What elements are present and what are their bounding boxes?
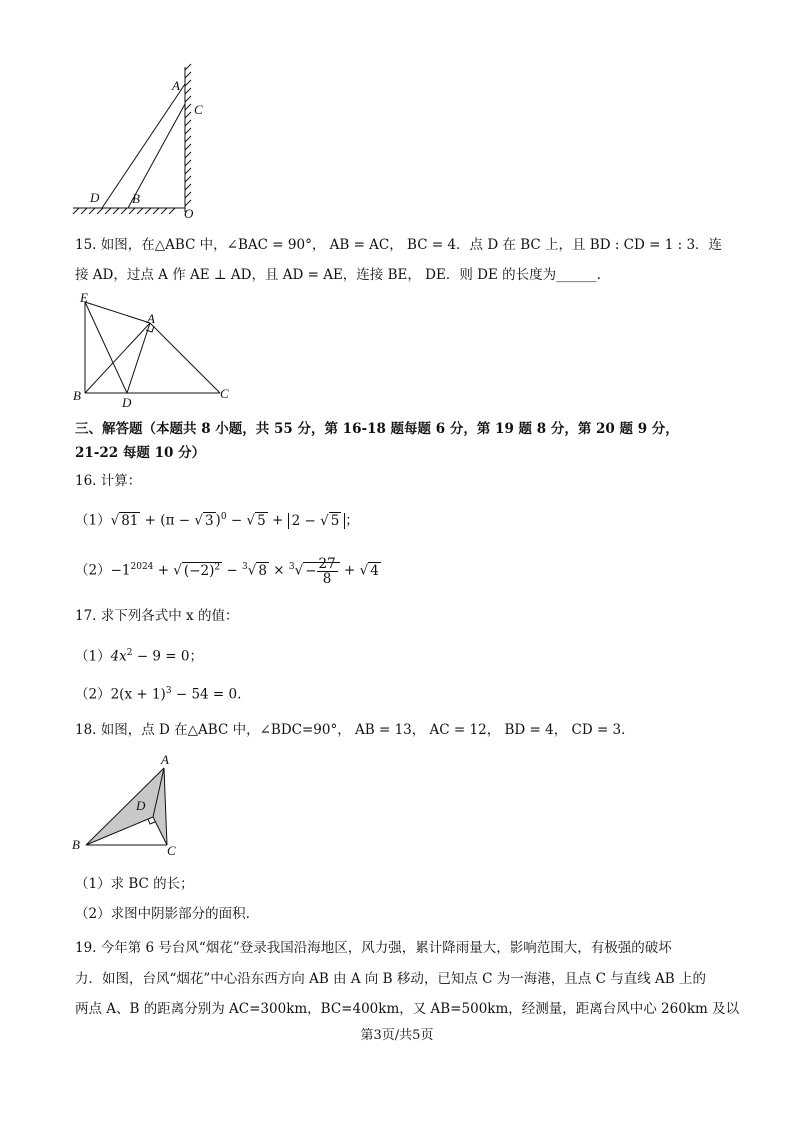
q17-p1-a: 4x: [110, 648, 127, 665]
q15-fig-label-b: B: [73, 388, 81, 403]
q15-fig-label-d: D: [122, 395, 132, 410]
q16-p1-abs: 2 − √ 5: [288, 513, 346, 529]
q16-p2-neg: −: [305, 562, 317, 579]
q15-line2: 接 AD，过点 A 作 AE ⊥ AD，且 AD = AE，连接 BE， DE．则 DE 的长度为______.: [75, 267, 601, 283]
q16-p2-exp: 2024: [130, 562, 154, 572]
q16-p2-neg2: (−2): [183, 562, 215, 579]
q18-part2: （2）求图中阴影部分的面积.: [75, 906, 250, 922]
q18-part1: （1）求 BC 的长；: [75, 876, 194, 892]
q16-p1-end: ；: [345, 512, 359, 529]
q16-p1-sqrt3: 3: [204, 512, 214, 529]
q17-part1: [75, 643, 203, 667]
q17-p2-exp: 3: [165, 686, 172, 696]
q16-p2-minus: −: [226, 562, 238, 579]
q18-fig-label-b: B: [72, 837, 80, 852]
q16-part1: （1）√ 81 + (π − √ 3 )$^0$ − √ 5 + 2 − √ 5 ；: [75, 512, 359, 529]
ladder-figure: [70, 62, 210, 222]
q19-line1: 19. 今年第 6 号台风“烟花”登录我国沿海地区，风力强，累计降雨量大，影响范围大，有极强的破坏: [75, 940, 672, 956]
q16-p1-abs-sqrt5: 5: [330, 512, 340, 529]
fig-top-label-d: D: [90, 190, 100, 205]
q16-p2-plus2: +: [343, 562, 356, 579]
q17-p1-exp: 2: [126, 648, 133, 658]
q16-p1-exp: 0: [220, 512, 227, 522]
q16-p1-plus: +: [271, 512, 284, 529]
fig-top-label-o: O: [184, 206, 194, 221]
page-footer: 第3页/共5页: [360, 1028, 434, 1043]
q15-figure: [70, 290, 240, 410]
fig-top-label-b: B: [132, 191, 140, 206]
fig-top-label-c: C: [194, 102, 203, 117]
q15-line1: 15. 如图，在△ABC 中，∠BAC = 90°， AB = AC， BC = 4．点 D 在 BC 上，且 BD : CD = 1 : 3．连: [75, 237, 723, 253]
q16-p1-pi: π −: [165, 512, 191, 529]
q18-line1: 18. 如图，点 D 在△ABC 中，∠BDC=90°， AB = 13， AC = 12， BD = 4， CD = 3．: [75, 722, 635, 738]
q16-p2-times: ×: [273, 562, 285, 579]
q16-p2-cbrt-index2: 3: [288, 562, 295, 572]
q16-p2-num: 27: [318, 555, 336, 572]
q16-p1-label: （1）: [75, 512, 111, 529]
q16-p2-den: 8: [322, 570, 332, 587]
section3-heading-line2: 21-22 每题 10 分）: [75, 445, 206, 461]
q17-p2-b: − 54 = 0.: [171, 686, 242, 703]
q16-p2-sqrt4: 4: [370, 562, 379, 579]
q16-p2-cbrt-frac: [303, 555, 340, 587]
q19-line2: 力．如图，台风“烟花”中心沿东西方向 AB 由 A 向 B 移动，已知点 C 为一海港，且点 C 与直线 AB 上的: [75, 971, 706, 987]
q17-p2-label: （2）: [75, 686, 111, 703]
q18-fig-label-d: D: [136, 798, 146, 813]
q16-p2-label: （2）: [75, 562, 111, 579]
q17-p1-label: （1）: [75, 648, 111, 665]
q16-p2-cbrt-index: 3: [242, 562, 248, 572]
q16-p2-plus: +: [157, 562, 170, 579]
q16-p2-sqrt-group: [182, 562, 222, 579]
q16-part2: $(2)-1^{2024}$ + √ $(-2)^2 - ^3√$ 8 × $^3$√ − $\frac{27}{8}$ + √ 4: [75, 555, 379, 587]
q16-p1-sqrt81: 81: [121, 512, 139, 529]
q17-part2: [75, 681, 241, 705]
q16-p2-sq: 2: [214, 562, 221, 572]
q16-title: 16. 计算：: [75, 473, 142, 489]
q18-figure: [68, 752, 188, 862]
q15-fig-label-a: A: [147, 311, 155, 326]
q15-fig-label-c: C: [220, 386, 229, 401]
q16-p1-minus: −: [230, 512, 247, 529]
q16-p2-neg1: −1: [110, 562, 131, 579]
fig-top-label-a: A: [172, 78, 180, 93]
section3-heading-line1: 三、解答题（本题共 8 小题，共 55 分，第 16-18 题每题 6 分，第 19 题 8 分，第 20 题 9 分，: [75, 421, 679, 437]
q17-p2-a: 2(x + 1): [110, 686, 166, 703]
q17-p1-b: − 9 = 0；: [132, 648, 203, 665]
q18-fig-label-a: A: [161, 752, 169, 767]
q17-title: 17. 求下列各式中 x 的值：: [75, 608, 239, 624]
q18-fig-label-c: C: [167, 843, 176, 858]
q15-fig-label-e: E: [80, 290, 88, 305]
q19-line3: 两点 A、B 的距离分别为 AC=300km，BC=400km，又 AB=500km，经测量，距离台风中心 260km 及以: [75, 1001, 740, 1017]
q16-p1-abs-a: 2 −: [291, 512, 316, 529]
q16-p2-cbrt8: 8: [258, 562, 267, 579]
q16-p1-sqrt5: 5: [257, 512, 266, 529]
q16-p2-fraction: [317, 557, 338, 586]
